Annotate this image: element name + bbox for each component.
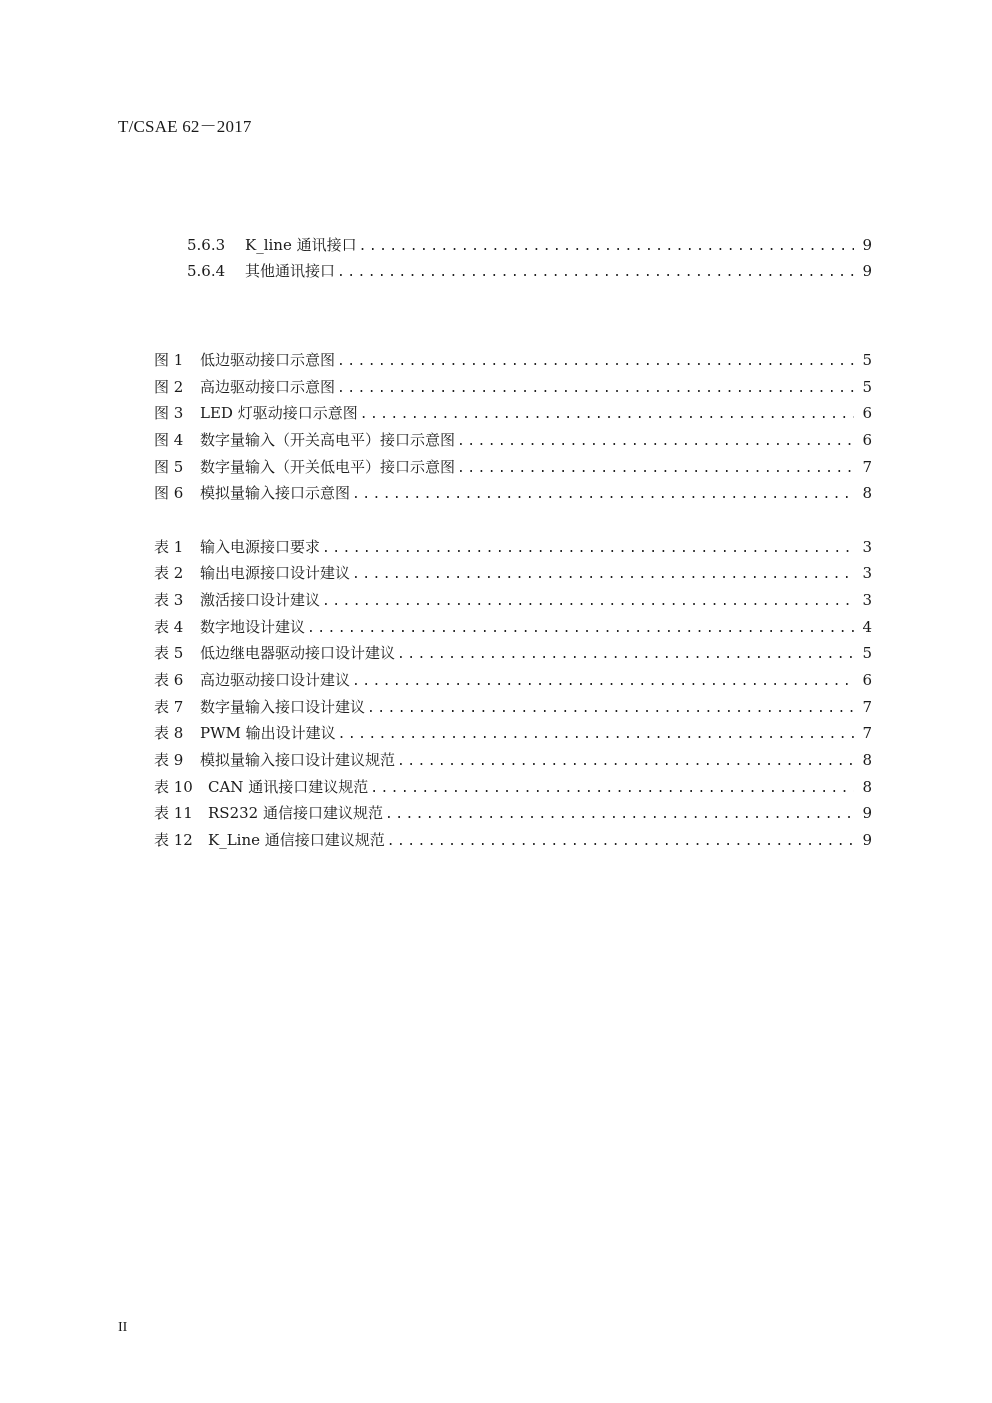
toc-entry-page: 3 xyxy=(862,538,872,556)
toc-entry-page: 5 xyxy=(862,644,872,662)
toc-entry-number: 图 2 xyxy=(154,378,184,396)
toc-entry-number: 图 4 xyxy=(154,431,184,449)
toc-leader-dots xyxy=(359,239,854,254)
toc-entry-title: 低边继电器驱动接口设计建议 xyxy=(200,644,396,662)
toc-entry-title: 数字量输入（开关低电平）接口示意图 xyxy=(200,458,456,476)
toc-table-entry[interactable] xyxy=(154,616,872,642)
toc-table-entry[interactable] xyxy=(154,669,872,695)
toc-table-entry[interactable] xyxy=(154,802,872,828)
toc-leader-dots xyxy=(397,647,854,662)
toc-entry-number: 5.6.4 xyxy=(187,262,226,280)
toc-entry-title: CAN 通讯接口建议规范 xyxy=(208,778,369,796)
toc-entry-number: 图 3 xyxy=(154,404,184,422)
toc-table-entry[interactable] xyxy=(154,589,872,615)
toc-leader-dots xyxy=(457,461,854,476)
toc-entry-page: 3 xyxy=(862,591,872,609)
page-number-footer: II xyxy=(118,1320,128,1335)
toc-leader-dots xyxy=(307,621,854,636)
toc-entry-title: RS232 通信接口建议规范 xyxy=(208,804,383,822)
toc-entry-title: 其他通讯接口 xyxy=(245,262,336,280)
toc-entry-number: 图 5 xyxy=(154,458,184,476)
toc-leader-dots xyxy=(457,434,854,449)
toc-figure-entry[interactable] xyxy=(154,349,872,375)
toc-table-entry[interactable] xyxy=(154,722,872,748)
toc-entry-number: 5.6.3 xyxy=(187,236,226,254)
toc-entry-page: 8 xyxy=(862,778,872,796)
toc-entry-title: 数字量输入接口设计建议 xyxy=(200,698,366,716)
toc-table-entry[interactable] xyxy=(154,696,872,722)
toc-entry-number: 表 2 xyxy=(154,564,184,582)
toc-entry-page: 7 xyxy=(862,724,872,742)
toc-leader-dots xyxy=(370,781,854,796)
toc-entry-title: 输入电源接口要求 xyxy=(200,538,321,556)
toc-entry-number: 表 1 xyxy=(154,538,184,556)
toc-table-entry[interactable] xyxy=(154,536,872,562)
toc-entry-page: 8 xyxy=(862,484,872,502)
toc-figure-entry[interactable] xyxy=(154,376,872,402)
toc-entry-title: 模拟量输入接口示意图 xyxy=(200,484,351,502)
toc-figure-entry[interactable] xyxy=(154,402,872,428)
toc-leader-dots xyxy=(352,487,854,502)
toc-entry-page: 9 xyxy=(862,804,872,822)
toc-entry-number: 图 1 xyxy=(154,351,184,369)
toc-entry-number: 图 6 xyxy=(154,484,184,502)
toc-entry-page: 9 xyxy=(862,831,872,849)
toc-entry-title: 激活接口设计建议 xyxy=(200,591,321,609)
toc-entry-page: 3 xyxy=(862,564,872,582)
toc-entry-number: 表 7 xyxy=(154,698,184,716)
toc-entry-number: 表 3 xyxy=(154,591,184,609)
toc-table-entry[interactable] xyxy=(154,562,872,588)
toc-leader-dots xyxy=(337,354,854,369)
toc-entry-page: 7 xyxy=(862,698,872,716)
toc-entry-page: 6 xyxy=(862,671,872,689)
toc-leader-dots xyxy=(337,381,854,396)
toc-entry-title: PWM 输出设计建议 xyxy=(200,724,336,742)
toc-table-entry[interactable] xyxy=(154,776,872,802)
toc-entry-title: 输出电源接口设计建议 xyxy=(200,564,351,582)
toc-entry-page: 9 xyxy=(862,262,872,280)
toc-leader-dots xyxy=(397,754,854,769)
toc-entry-title: K_line 通讯接口 xyxy=(245,236,357,254)
toc-entry-page: 5 xyxy=(862,351,872,369)
toc-figure-entry[interactable] xyxy=(154,456,872,482)
toc-table-entry[interactable] xyxy=(154,829,872,855)
toc-leader-dots xyxy=(322,541,854,556)
toc-leader-dots xyxy=(367,701,854,716)
toc-figure-entry[interactable] xyxy=(154,429,872,455)
toc-entry-number: 表 10 xyxy=(154,778,193,796)
toc-entry-title: 数字量输入（开关高电平）接口示意图 xyxy=(200,431,456,449)
toc-entry-title: 高边驱动接口示意图 xyxy=(200,378,336,396)
toc-entry-title: 数字地设计建议 xyxy=(200,618,306,636)
toc-entry-title: 低边驱动接口示意图 xyxy=(200,351,336,369)
toc-entry-title: K_Line 通信接口建议规范 xyxy=(208,831,385,849)
toc-entry-number: 表 12 xyxy=(154,831,193,849)
toc-table-entry[interactable] xyxy=(154,749,872,775)
toc-entry-page: 4 xyxy=(862,618,872,636)
toc-leader-dots xyxy=(352,674,854,689)
toc-entry-title: 模拟量输入接口设计建议规范 xyxy=(200,751,396,769)
toc-entry[interactable] xyxy=(187,234,872,260)
toc-figure-entry[interactable] xyxy=(154,482,872,508)
toc-entry-page: 7 xyxy=(862,458,872,476)
toc-table-entry[interactable] xyxy=(154,642,872,668)
toc-entry-number: 表 4 xyxy=(154,618,184,636)
document-code-header: T/CSAE 62－2017 xyxy=(118,117,252,136)
toc-leader-dots xyxy=(360,407,854,422)
toc-entry-page: 5 xyxy=(862,378,872,396)
toc-entry-number: 表 9 xyxy=(154,751,184,769)
toc-leader-dots xyxy=(322,594,854,609)
toc-entry-number: 表 6 xyxy=(154,671,184,689)
toc-entry-page: 6 xyxy=(862,431,872,449)
toc-entry-number: 表 5 xyxy=(154,644,184,662)
toc-entry-number: 表 11 xyxy=(154,804,193,822)
toc-leader-dots xyxy=(352,567,854,582)
toc-entry-page: 8 xyxy=(862,751,872,769)
toc-entry-title: LED 灯驱动接口示意图 xyxy=(200,404,358,422)
toc-leader-dots xyxy=(338,727,854,742)
toc-leader-dots xyxy=(387,834,854,849)
toc-leader-dots xyxy=(385,807,854,822)
toc-entry-title: 高边驱动接口设计建议 xyxy=(200,671,351,689)
toc-entry-page: 9 xyxy=(862,236,872,254)
toc-entry-number: 表 8 xyxy=(154,724,184,742)
toc-entry-page: 6 xyxy=(862,404,872,422)
toc-leader-dots xyxy=(337,265,854,280)
toc-entry[interactable] xyxy=(187,260,872,286)
